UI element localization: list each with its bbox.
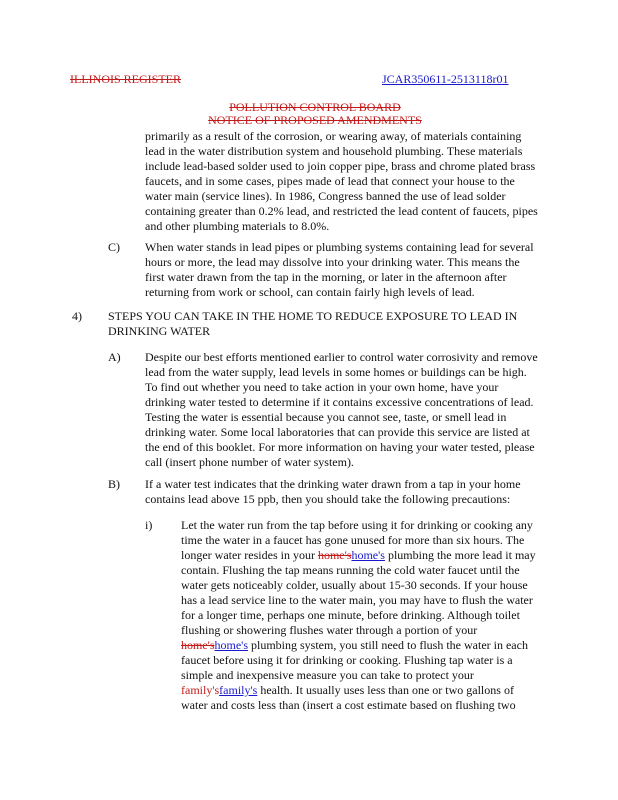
deleted-text: home's (317, 548, 352, 562)
text-line: DRINKING WATER (108, 324, 211, 338)
text-segment: health. It usually uses less than one or two gallons of (257, 683, 514, 697)
inserted-text: home's (214, 638, 248, 652)
item-i-paragraph (181, 518, 536, 713)
text-line: has a lead service line to the water main, you may have to flush the water (181, 593, 533, 607)
text-line: and other plumbing materials to 8.0%. (145, 219, 330, 233)
text-line: call (insert phone number of water system). (145, 455, 354, 469)
section-4-heading (108, 309, 517, 339)
notice-heading (200, 101, 430, 127)
text-line: simple and inexpensive measure you can take to protect your (181, 668, 474, 682)
item-a-label: A) (108, 350, 121, 364)
notice-title: NOTICE OF PROPOSED AMENDMENTS (208, 113, 422, 127)
item-b-label: B) (108, 477, 120, 491)
text-line (181, 683, 536, 698)
text-line: water and costs less than (insert a cost estimate based on flushing two (181, 698, 516, 712)
text-line: To find out whether you need to take action in your own home, have your (145, 380, 499, 394)
text-line: containing greater than 0.2% lead, and restricted the lead content of faucets, pipes (145, 204, 538, 218)
text-line: Let the water run from the tap before using it for drinking or cooking any (181, 518, 533, 532)
deleted-text: home's (181, 638, 215, 652)
item-b-paragraph (145, 477, 521, 507)
text-line: drinking water tested to determine if it contains excessive concentrations of lead. (145, 395, 534, 409)
intro-paragraph (145, 129, 538, 234)
text-line: Testing the water is essential because you cannot see, taste, or smell lead in (145, 410, 507, 424)
text-line: water gets noticeably colder, usually about 15-30 seconds. If your house (181, 578, 528, 592)
board-name: POLLUTION CONTROL BOARD (229, 100, 401, 114)
text-segment: plumbing system, you still need to flush the water in each (248, 638, 528, 652)
text-line: time the water in a faucet has gone unused for more than six hours. The (181, 533, 525, 547)
text-line: returning from work or school, can contain fairly high levels of lead. (145, 285, 475, 299)
inserted-text: home's (351, 548, 385, 562)
register-header: ILLINOIS REGISTER (70, 72, 181, 86)
text-line: faucets, and in some cases, pipes made of lead that connect your house to the (145, 174, 515, 188)
text-line: primarily as a result of the corrosion, or wearing away, of materials containing (145, 129, 522, 143)
text-line: contains lead above 15 ppb, then you should take the following precautions: (145, 492, 511, 506)
section-4-label: 4) (72, 309, 82, 323)
text-line: faucet before using it for drinking or cooking. Flushing tap water is a (181, 653, 513, 667)
text-line: When water stands in lead pipes or plumbing systems containing lead for several (145, 240, 534, 254)
text-segment: longer water resides in your (181, 548, 318, 562)
item-a-paragraph (145, 350, 538, 470)
text-segment: plumbing the more lead it may (384, 548, 536, 562)
text-line: hours or more, the lead may dissolve into your drinking water. This means the (145, 255, 520, 269)
text-line: for a longer time, perhaps one minute, before drinking. Although toilet (181, 608, 520, 622)
deleted-text: family's (181, 683, 220, 697)
text-line (181, 638, 536, 653)
text-line: lead in the water distribution system and household plumbing. These materials (145, 144, 523, 158)
item-c-label: C) (108, 240, 120, 254)
text-line: include lead-based solder used to join copper pipe, brass and chrome plated brass (145, 159, 536, 173)
text-line (181, 548, 536, 563)
text-line: drinking water. Some local laboratories that can provide this service are listed at (145, 425, 530, 439)
text-line: first water drawn from the tap in the morning, or later in the afternoon after (145, 270, 507, 284)
text-line: water main (service lines). In 1986, Congress banned the use of lead solder (145, 189, 506, 203)
text-line: flushing or showering flushes water through a portion of your (181, 623, 478, 637)
text-line: If a water test indicates that the drinking water drawn from a tap in your home (145, 477, 521, 491)
text-line: the end of this booklet. For more information on having your water tested, please (145, 440, 535, 454)
inserted-text: family's (219, 683, 258, 697)
text-line: contain. Flushing the tap means running the cold water faucet until the (181, 563, 520, 577)
text-line: STEPS YOU CAN TAKE IN THE HOME TO REDUCE EXPOSURE TO LEAD IN (108, 309, 518, 323)
text-line: Despite our best efforts mentioned earlier to control water corrosivity and remove (145, 350, 538, 364)
text-line: lead from the water supply, lead levels in some homes or buildings can be high. (145, 365, 527, 379)
item-c-paragraph (145, 240, 534, 300)
jcar-reference: JCAR350611-2513118r01 (382, 72, 509, 86)
item-i-label: i) (145, 518, 153, 532)
